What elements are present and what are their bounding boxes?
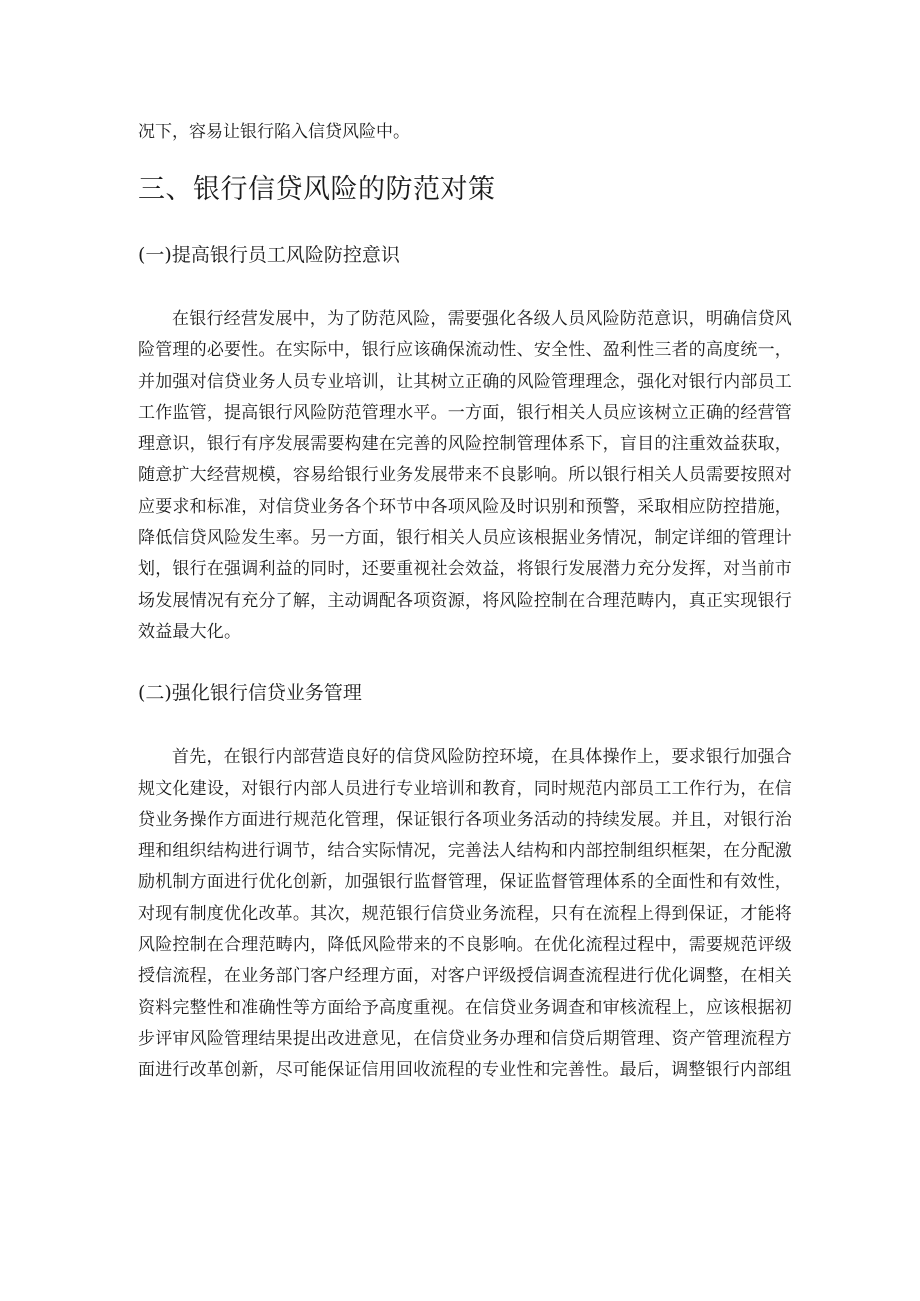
subsection-heading-1: (一)提高银行员工风险防控意识 xyxy=(138,244,400,266)
section-heading: 三、银行信贷风险的防范对策 xyxy=(138,174,496,205)
document-content xyxy=(138,116,792,1087)
continuation-paragraph: 况下，容易让银行陷入信贷风险中。 xyxy=(138,122,410,142)
subsection-paragraph-1: 在银行经营发展中，为了防范风险，需要强化各级人员风险防范意识，明确信贷风险管理的必要性。在实际中，银行应该确保流动性、安全性、盈利性三者的高度统一，并加强对信贷业务人员专业培训，让其树立正确的风险管理理念，强化对银行内部员工工作监管，提高银行风险防范管理水平。一方面，银行相关人员应该树立正确的经营管理意识，银行有序发展需要构建在完善的风险控制管理体系下，盲目的注重效益获取，随意扩大经营规模，容易给银行业务发展带来不良影响。所以银行相关人员需要按照对应要求和标准，对信贷业务各个环节中各项风险及时识别和预警，采取相应防控措施，降低信贷风险发生率。另一方面，银行相关人员应该根据业务情况，制定详细的管理计划，银行在强调利益的同时，还要重视社会效益，将银行发展潜力充分发挥，对当前市场发展情况有充分了解，主动调配各项资源，将风险控制在合理范畴内，真正实现银行效益最大化。 xyxy=(138,309,792,642)
subsection-heading-2: (二)强化银行信贷业务管理 xyxy=(138,682,362,705)
subsection-paragraph-2: 首先，在银行内部营造良好的信贷风险防控环境，在具体操作上，要求银行加强合规文化建设，对银行内部人员进行专业培训和教育，同时规范内部员工工作行为，在信贷业务操作方面进行规范化管理，保证银行各项业务活动的持续发展。并且，对银行治理和组织结构进行调节，结合实际情况，完善法人结构和内部控制组织框架，在分配激励机制方面进行优化创新，加强银行监督管理，保证监督管理体系的全面性和有效性，对现有制度优化改革。其次，规范银行信贷业务流程，只有在流程上得到保证，才能将风险控制在合理范畴内，降低风险带来的不良影响。在优化流程过程中，需要规范评级授信流程，在业务部门客户经理方面，对客户评级授信调查流程进行优化调整，在相关资料完整性和准确性等方面给予高度重视。在信贷业务调查和审核流程上，应该根据初步评审风险管理结果提出改进意见，在信贷业务办理和信贷后期管理、资产管理流程方面进行改革创新，尽可能保证信用回收流程的专业性和完善性。最后，调整银行内部组 xyxy=(138,747,792,1081)
